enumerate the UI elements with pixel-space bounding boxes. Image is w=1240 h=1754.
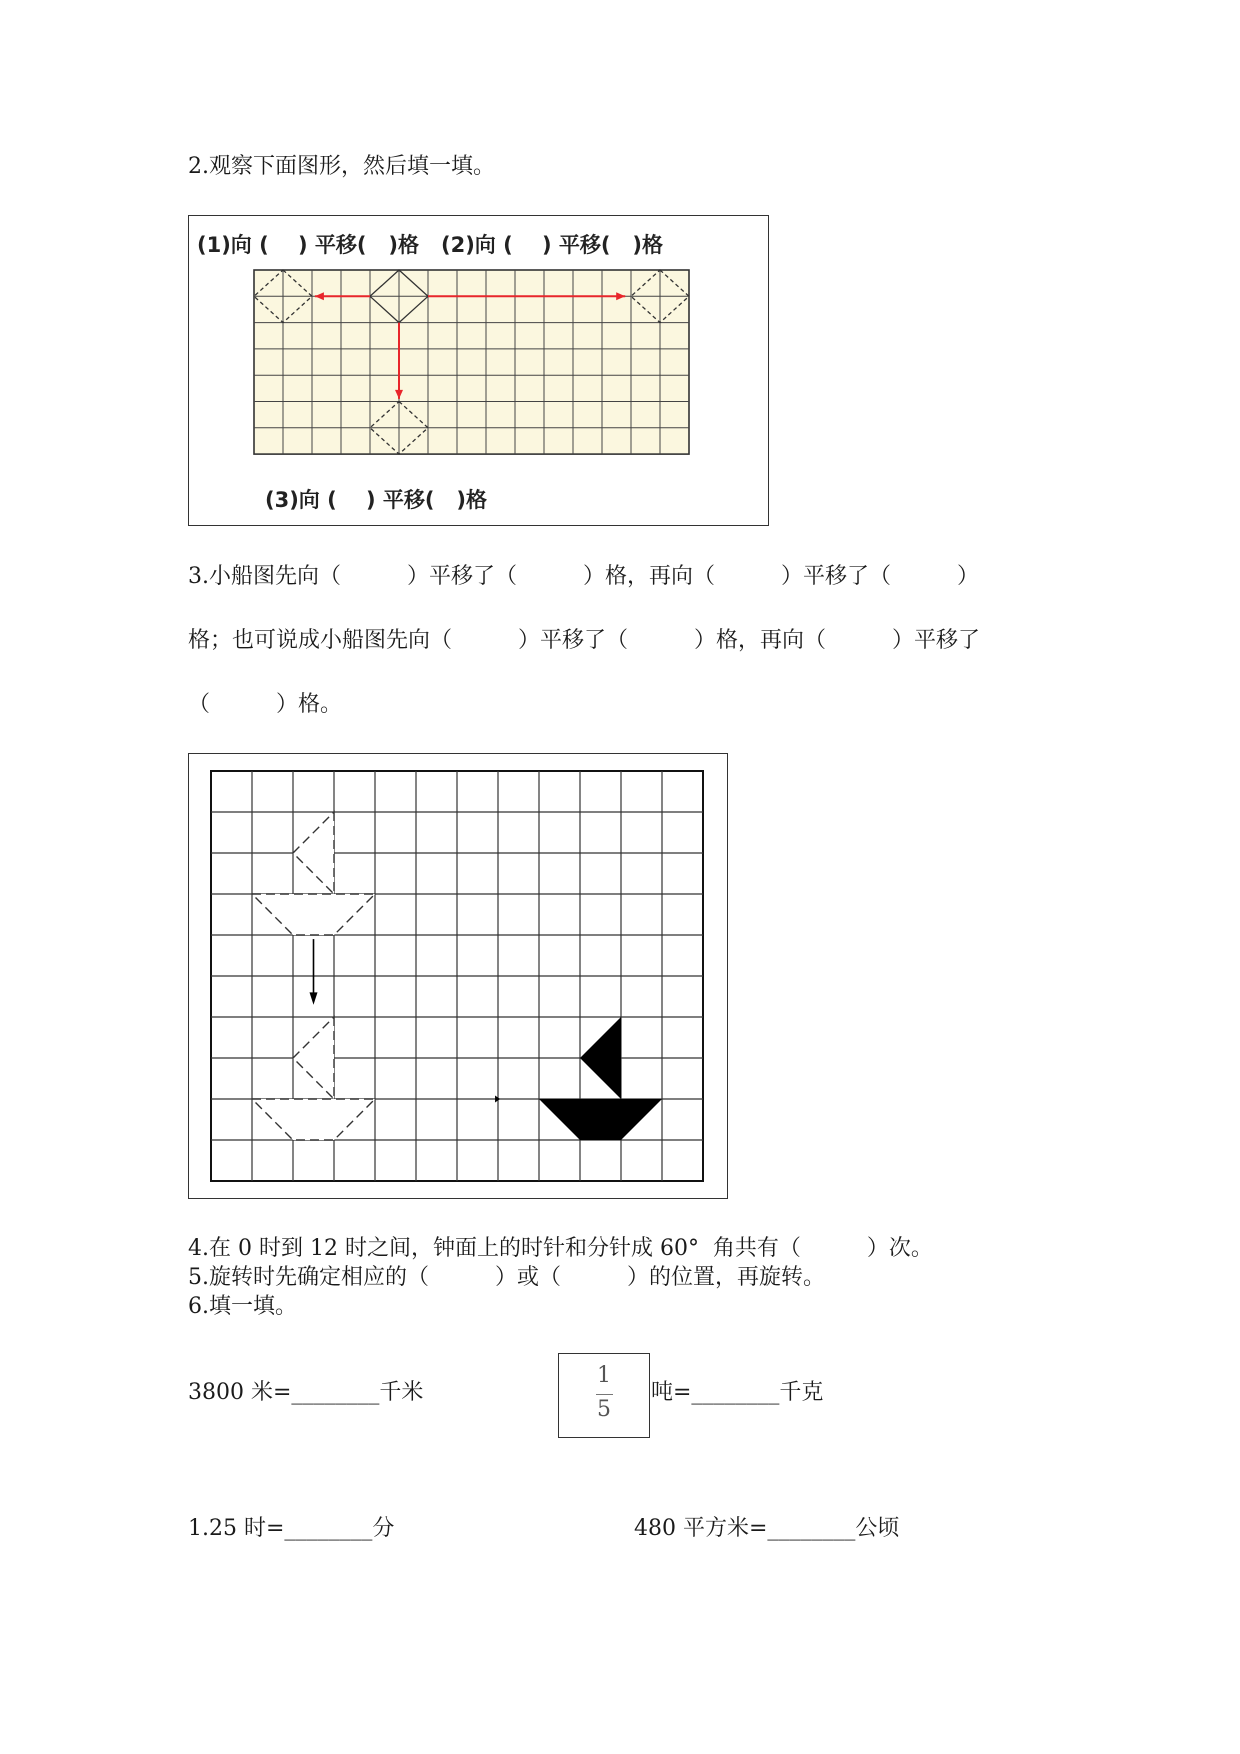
q2-grid <box>189 216 770 527</box>
q4-text: 4.在 0 时到 12 时之间，钟面上的时针和分针成 60° 角共有（ ）次。 <box>188 1236 933 1261</box>
q6-item-2: 吨=________千克 <box>651 1380 824 1405</box>
q3-grid <box>189 754 729 1200</box>
q3-figure <box>188 753 728 1199</box>
fraction-bar <box>596 1394 613 1395</box>
q5-text: 5.旋转时先确定相应的（ ）或（ ）的位置，再旋转。 <box>188 1265 825 1290</box>
q2-label-3: (3)向 ( ) 平移( )格 <box>265 488 487 512</box>
fraction-denominator: 5 <box>597 1397 611 1422</box>
q6-item-1: 3800 米=________千米 <box>188 1380 424 1405</box>
q3-line-3: （ ）格。 <box>188 692 343 717</box>
q3-line-2: 格；也可说成小船图先向（ ）平移了（ ）格，再向（ ）平移了 <box>188 628 981 653</box>
fraction-numerator: 1 <box>597 1363 611 1388</box>
q3-line-1: 3.小船图先向（ ）平移了（ ）格，再向（ ）平移了（ ） <box>188 564 979 589</box>
q6-item-4: 480 平方米=________公顷 <box>634 1516 900 1541</box>
q2-figure <box>188 215 769 526</box>
q6-item-3: 1.25 时=________分 <box>188 1516 395 1541</box>
q2-label-2: (2)向 ( ) 平移( )格 <box>441 233 663 257</box>
q6-title: 6.填一填。 <box>188 1294 297 1319</box>
fraction-box <box>558 1353 650 1438</box>
q2-title: 2.观察下面图形，然后填一填。 <box>188 154 495 179</box>
q2-label-1: (1)向 ( ) 平移( )格 <box>197 233 419 257</box>
